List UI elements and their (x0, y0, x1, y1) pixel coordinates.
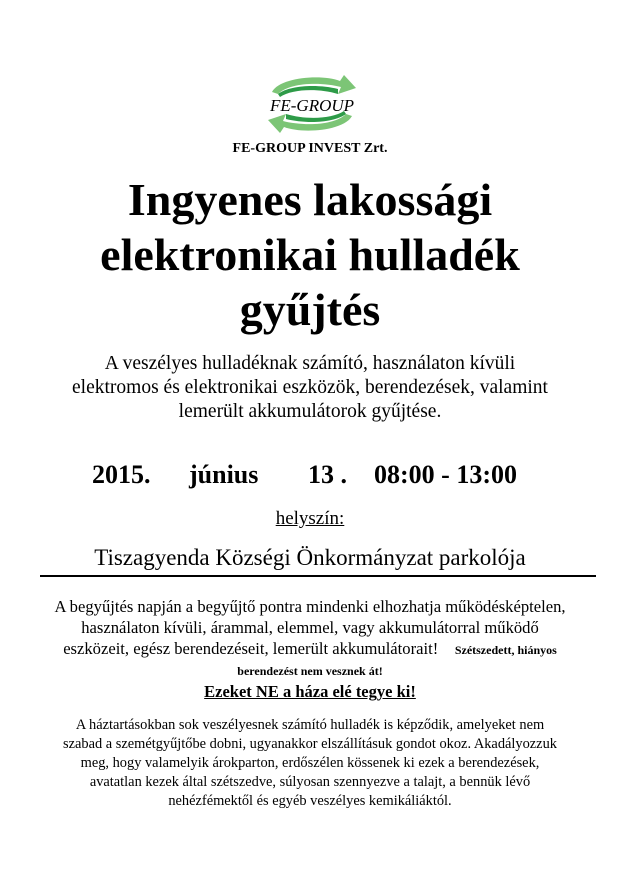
event-year: 2015. (92, 460, 151, 489)
intro-line: lemerült akkumulátorok gyűjtése. (178, 401, 442, 422)
note-text-continued: berendezést nem vesznek át! (237, 664, 383, 678)
warning-text: Ezeket NE a háza elé tegye ki! (204, 682, 416, 701)
explanation-text (30, 716, 590, 811)
page-title (0, 172, 620, 337)
info-line: használaton kívüli, árammal, elemmel, vagy akkumulátorral működő (81, 618, 539, 637)
recycling-arrows-icon (258, 72, 366, 136)
location-name: Tiszagyenda Községi Önkormányzat parkolója (94, 545, 526, 570)
explanation-line: nehézfémektől és egyéb veszélyes kemikáliáktól. (168, 793, 452, 809)
event-month: június (189, 460, 259, 489)
event-time: 08:00 - 13:00 (374, 460, 517, 489)
info-line (22, 638, 598, 661)
explanation-line: avatatlan kezek által szétszedve, súlyosan szennyezve a talajt, a bennük lévő (89, 774, 531, 790)
collection-info (22, 596, 598, 682)
warning-notice (0, 682, 620, 702)
title-line: Ingyenes lakossági (127, 174, 493, 225)
title-line: gyűjtés (239, 284, 381, 335)
info-line: A begyűjtés napján a begyűjtő pontra mindenki elhozhatja működésképtelen, (54, 597, 566, 616)
explanation-line: szabad a szemétgyűjtőbe dobni, ugyanakkor elszállításuk gondot okoz. Akadályozzuk (63, 736, 557, 752)
title-line: elektronikai hulladék (100, 229, 520, 280)
company-logo (258, 72, 366, 136)
location-label (0, 508, 620, 530)
company-name: FE-GROUP INVEST Zrt. (232, 141, 388, 156)
intro-line: A veszélyes hulladéknak számító, használaton kívüli (104, 353, 516, 374)
divider (40, 575, 596, 577)
info-line-text: eszközeit, egész berendezéseit, lemerült akkumulátorait! (63, 639, 439, 658)
location-label-text: helyszín: (275, 508, 345, 529)
event-date-time (0, 460, 620, 494)
explanation-line: meg, hogy valamelyik árokparton, erdőszélen kössenek ki ezek a berendezések, (80, 755, 540, 771)
intro-line: elektromos és elektronikai eszközök, berendezések, valamint (72, 377, 548, 398)
explanation-line: A háztartásokban sok veszélyesnek számító hulladék is képződik, amelyeket nem (75, 717, 545, 733)
note-text: Szétszedett, hiányos (454, 643, 557, 657)
event-day: 13 . (308, 460, 347, 489)
intro-text (40, 352, 580, 424)
logo-text: FE-GROUP (269, 96, 355, 115)
